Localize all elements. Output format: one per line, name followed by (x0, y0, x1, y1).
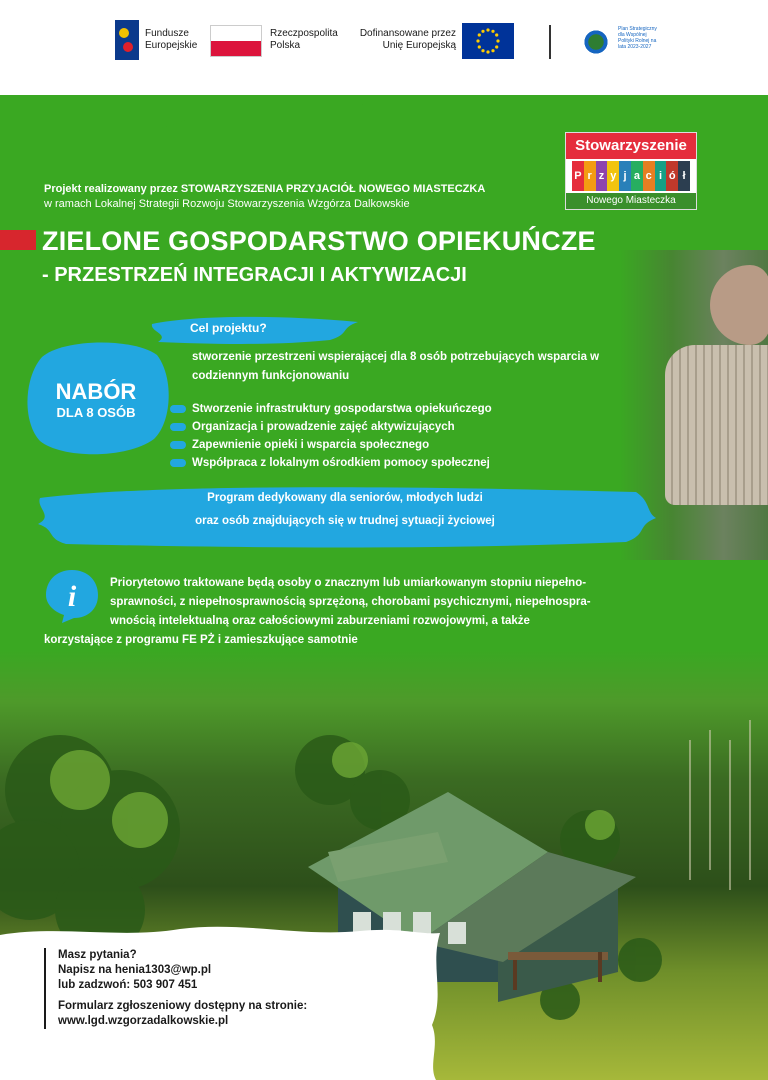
association-logo-letters (572, 161, 690, 191)
contact-phone[interactable]: lub zadzwoń: 503 907 451 (58, 979, 198, 991)
eu-logo-line1: Dofinansowane przez (359, 28, 456, 39)
logo-letter: a (631, 161, 643, 191)
logo-letter: y (607, 161, 619, 191)
list-item: Stworzenie infrastruktury gospodarstwa opiekuńczego (170, 400, 492, 418)
priority-line-2: sprawności, z niepełnosprawnością sprzężoną, chorobami psychicznymi, niepełnospra- (110, 596, 591, 608)
goal-label: Cel projektu? (190, 321, 267, 335)
bullet-dot-icon (170, 423, 186, 431)
contact-email[interactable]: Napisz na henia1303@wp.pl (58, 964, 212, 976)
association-logo-top: Stowarzyszenie (575, 137, 687, 154)
logo-letter: ó (666, 161, 678, 191)
pl-logo-line1: Rzeczpospolita (270, 28, 338, 39)
logo-letter: j (619, 161, 631, 191)
website-link[interactable]: www.lgd.wzgorzadalkowskie.pl (58, 1015, 229, 1027)
goal-text: stworzenie przestrzeni wspierającej dla 8 osób potrzebujących wsparcia w codziennym funkcjonowaniu (192, 351, 600, 382)
nabor-subtitle: DLA 8 OSÓB (56, 405, 136, 420)
eu-logo-text (358, 28, 456, 52)
program-line2: oraz osób znajdujących się w trudnej sytuacji życiowej (195, 515, 495, 527)
form-info: Formularz zgłoszeniowy dostępny na stronie: (58, 1000, 308, 1012)
senior-man-shirt (665, 345, 768, 505)
program-line1: Program dedykowany dla seniorów, młodych ludzi (207, 492, 483, 504)
poland-flag-icon (210, 25, 262, 57)
bullet-dot-icon (170, 459, 186, 467)
project-line1: Projekt realizowany przez STOWARZYSZENIA PRZYJACIÓŁ NOWEGO MIASTECZKA (44, 183, 486, 195)
contact-info (44, 948, 378, 1029)
project-line2: w ramach Lokalnej Strategii Rozwoju Stowarzyszenia Wzgórza Dalkowskie (44, 198, 410, 210)
page-title: ZIELONE GOSPODARSTWO OPIEKUŃCZE (42, 226, 596, 256)
logo-letter: ł (678, 161, 690, 191)
lgd-logo-text: Plan Strategiczny dla Wspólnej Polityki Rolnej na lata 2023-2027 (618, 26, 657, 50)
title-accent-bar (0, 230, 36, 250)
priority-line-4: korzystające z programu FE PŻ i zamieszkujące samotnie (44, 634, 358, 646)
priority-line-1: Priorytetowo traktowane będą osoby o znacznym lub umiarkowanym stopniu niepełno- (110, 577, 587, 589)
fe-logo-line2: Europejskie (145, 40, 198, 51)
pl-logo-line2: Polska (270, 40, 301, 51)
fundusze-europejskie-logo-icon (115, 20, 139, 60)
pl-logo-text (270, 28, 338, 52)
logo-letter: i (655, 161, 667, 191)
logo-bar (0, 0, 768, 95)
page-subtitle: - PRZESTRZEŃ INTEGRACJI I AKTYWIZACJI (42, 264, 467, 286)
association-logo (565, 132, 697, 210)
priority-line-3: wnością intelektualną oraz całościowymi zaburzeniami rozwojowymi, a także (110, 615, 530, 627)
bullet-dot-icon (170, 405, 186, 413)
list-item: Współpraca z lokalnym ośrodkiem pomocy społecznej (170, 454, 492, 472)
logo-divider (549, 25, 551, 59)
bullet-dot-icon (170, 441, 186, 449)
info-icon-letter: i (67, 580, 77, 613)
activities-list (170, 400, 492, 472)
logo-letter: P (572, 161, 584, 191)
logo-letter: c (643, 161, 655, 191)
nabor-title: NABÓR (55, 379, 137, 404)
fe-logo-line1: Fundusze (145, 28, 189, 39)
fe-logo-text (145, 28, 197, 52)
lgd-emblem-icon (578, 24, 614, 60)
eu-logo-line2: Unię Europejską (382, 40, 456, 51)
logo-letter: r (584, 161, 596, 191)
list-item: Zapewnienie opieki i wsparcia społecznego (170, 436, 492, 454)
list-item: Organizacja i prowadzenie zajęć aktywizujących (170, 418, 492, 436)
logo-letter: z (596, 161, 608, 191)
eu-flag-icon (462, 23, 514, 59)
priority-text (44, 574, 692, 650)
association-logo-bottom: Nowego Miasteczka (566, 193, 696, 209)
contact-question: Masz pytania? (58, 949, 137, 961)
